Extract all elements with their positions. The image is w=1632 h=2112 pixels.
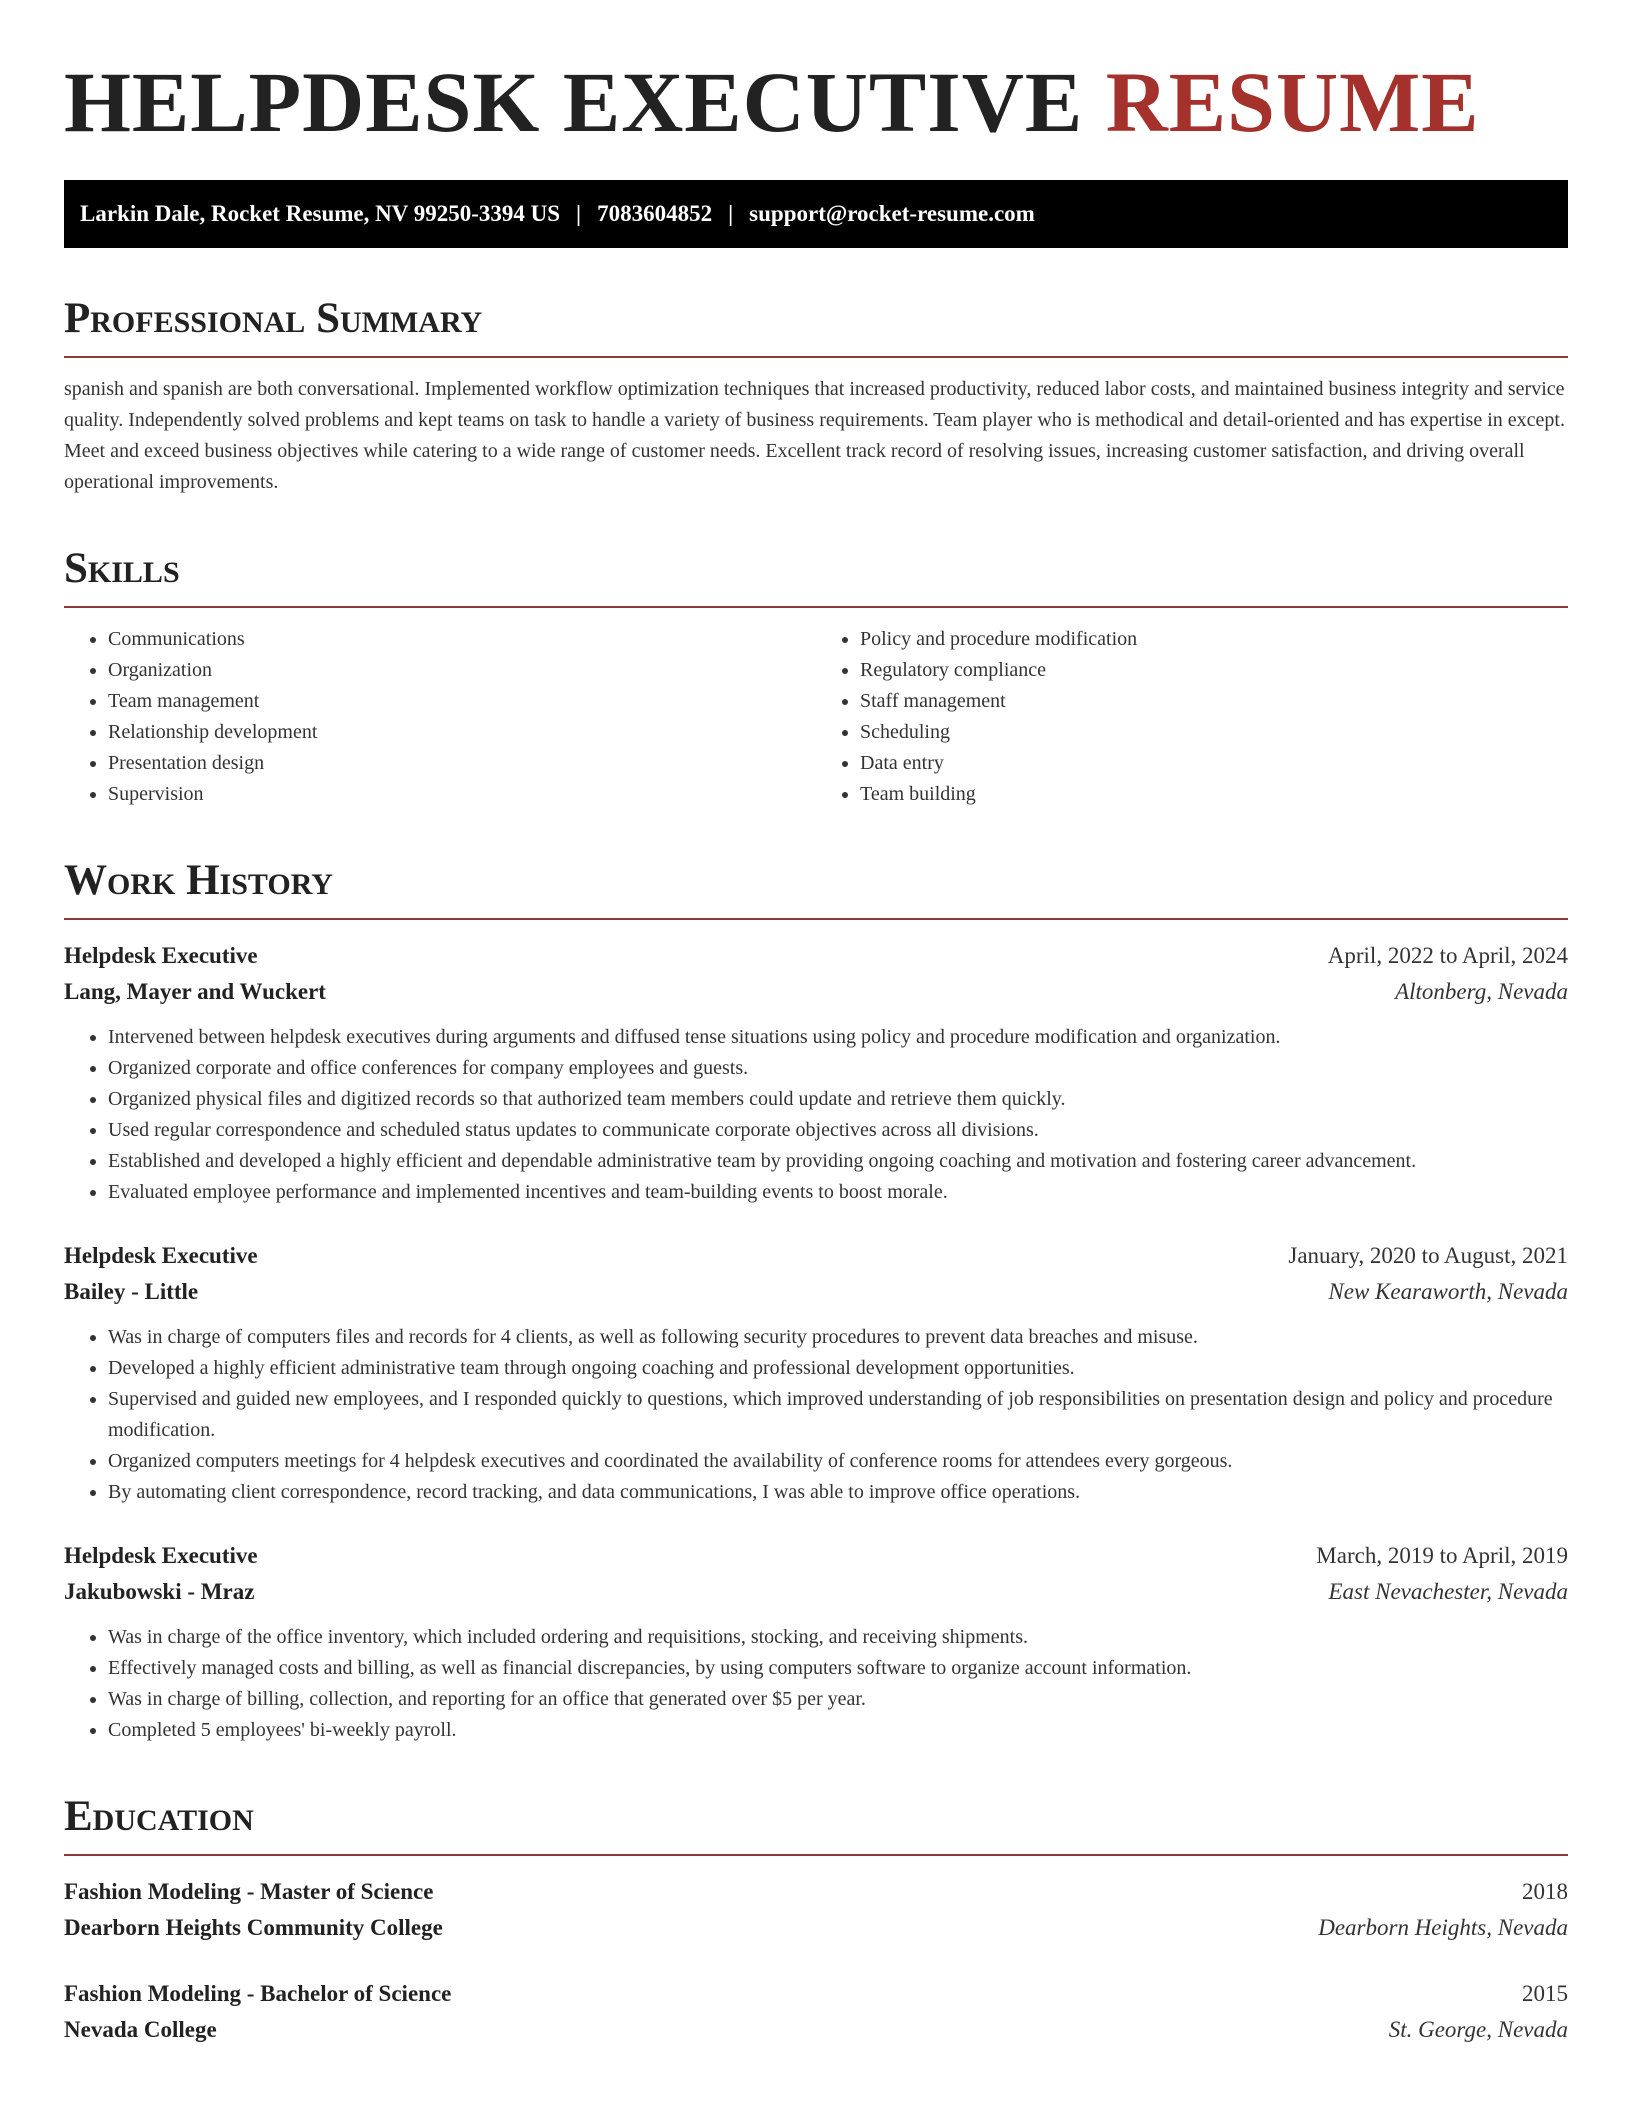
- education-entry: [64, 1874, 1568, 1946]
- title-accent: RESUME: [1105, 54, 1480, 150]
- job-entry: [64, 1238, 1568, 1508]
- education-degree-row: [64, 1874, 1568, 1910]
- skill-item: • Policy and procedure modification: [860, 624, 1568, 655]
- job-bullet: • Was in charge of the office inventory, which included ordering and requisitions, stocking, and receiving shipments.: [108, 1622, 1568, 1653]
- job-bullet: • Developed a highly efficient administrative team through ongoing coaching and professional development opportunities.: [108, 1353, 1568, 1384]
- job-location: Altonberg, Nevada: [1395, 979, 1568, 1004]
- contact-email: support@rocket-resume.com: [749, 201, 1035, 226]
- resume-title: [64, 52, 1568, 152]
- skills-column-left: [64, 624, 816, 810]
- education-location: Dearborn Heights, Nevada: [1318, 1915, 1568, 1940]
- skill-item: • Team management: [108, 686, 816, 717]
- skill-item: • Scheduling: [860, 717, 1568, 748]
- job-header-row: [64, 1538, 1568, 1574]
- job-company-row: [64, 1274, 1568, 1310]
- contact-separator: |: [728, 201, 734, 226]
- job-bullet: • Intervened between helpdesk executives during arguments and diffused tense situations using policy and procedure modification and organization.: [108, 1022, 1568, 1053]
- job-bullet: • Effectively managed costs and billing, as well as financial discrepancies, by using computers software to organize account information.: [108, 1653, 1568, 1684]
- skill-item: • Organization: [108, 655, 816, 686]
- contact-address: Larkin Dale, Rocket Resume, NV 99250-3394 US: [80, 201, 561, 226]
- job-dates: April, 2022 to April, 2024: [1327, 943, 1568, 968]
- job-title: Helpdesk Executive: [64, 943, 258, 968]
- job-bullet: • Organized corporate and office conferences for company employees and guests.: [108, 1053, 1568, 1084]
- job-location: East Nevachester, Nevada: [1328, 1579, 1568, 1604]
- education-year: 2015: [1522, 1981, 1568, 2006]
- skill-item: • Data entry: [860, 748, 1568, 779]
- education-year: 2018: [1522, 1879, 1568, 1904]
- job-title: Helpdesk Executive: [64, 1543, 258, 1568]
- skill-item: • Supervision: [108, 779, 816, 810]
- skill-item: • Relationship development: [108, 717, 816, 748]
- education-school-row: [64, 1910, 1568, 1946]
- job-company: Jakubowski - Mraz: [64, 1579, 255, 1604]
- work-history-heading: Work History: [64, 854, 1568, 920]
- education-location: St. George, Nevada: [1388, 2017, 1568, 2042]
- job-bullet: • Evaluated employee performance and implemented incentives and team-building events to boost morale.: [108, 1177, 1568, 1208]
- education-school: Dearborn Heights Community College: [64, 1915, 443, 1940]
- summary-text: spanish and spanish are both conversational. Implemented workflow optimization techniques that increased productivity, reduced labor costs, and maintained business integrity and service quality. Independently solved problems and kept teams on task to handle a variety of business requirements. Team player who is methodical and detail-oriented and has expertise in except. Meet and exceed business objectives while catering to a wide range of customer needs. Excellent track record of resolving issues, increasing customer satisfaction, and driving overall operational improvements.: [64, 378, 1565, 493]
- skills-heading: Skills: [64, 542, 1568, 608]
- job-dates: March, 2019 to April, 2019: [1316, 1543, 1568, 1568]
- job-header-row: [64, 938, 1568, 974]
- skills-column-right: [816, 624, 1568, 810]
- job-bullet: • Used regular correspondence and scheduled status updates to communicate corporate objectives across all divisions.: [108, 1115, 1568, 1146]
- job-header-row: [64, 1238, 1568, 1274]
- education-degree: Fashion Modeling - Bachelor of Science: [64, 1981, 452, 2006]
- job-company-row: [64, 1574, 1568, 1610]
- skill-item: • Communications: [108, 624, 816, 655]
- job-company: Bailey - Little: [64, 1279, 199, 1304]
- education-school: Nevada College: [64, 2017, 217, 2042]
- job-location: New Kearaworth, Nevada: [1328, 1279, 1568, 1304]
- skills-list: [64, 624, 1568, 810]
- education-entry: [64, 1976, 1568, 2048]
- title-main: HELPDESK EXECUTIVE: [64, 54, 1084, 150]
- contact-separator: |: [576, 201, 582, 226]
- job-bullet: • Organized computers meetings for 4 helpdesk executives and coordinated the availability of conference rooms for attendees every gorgeous.: [108, 1446, 1568, 1477]
- contact-phone: 7083604852: [597, 201, 713, 226]
- education-degree: Fashion Modeling - Master of Science: [64, 1879, 434, 1904]
- job-entry: [64, 938, 1568, 1208]
- job-title: Helpdesk Executive: [64, 1243, 258, 1268]
- skill-item: • Regulatory compliance: [860, 655, 1568, 686]
- education-school-row: [64, 2012, 1568, 2048]
- job-bullet: • Supervised and guided new employees, and I responded quickly to questions, which improved understanding of job responsibilities on presentation design and policy and procedure modification.: [108, 1384, 1568, 1446]
- job-entry: [64, 1538, 1568, 1746]
- job-bullets: [64, 1322, 1568, 1508]
- job-bullet: • By automating client correspondence, record tracking, and data communications, I was able to improve office operations.: [108, 1477, 1568, 1508]
- job-bullets: [64, 1622, 1568, 1746]
- job-bullet: • Was in charge of billing, collection, and reporting for an office that generated over $5 per year.: [108, 1684, 1568, 1715]
- job-bullets: [64, 1022, 1568, 1208]
- job-bullet: • Organized physical files and digitized records so that authorized team members could update and retrieve them quickly.: [108, 1084, 1568, 1115]
- contact-bar: [64, 180, 1568, 248]
- job-bullet: • Completed 5 employees' bi-weekly payroll.: [108, 1715, 1568, 1746]
- job-company-row: [64, 974, 1568, 1010]
- job-dates: January, 2020 to August, 2021: [1288, 1243, 1568, 1268]
- job-bullet: • Established and developed a highly efficient and dependable administrative team by providing ongoing coaching and motivation and fostering career advancement.: [108, 1146, 1568, 1177]
- skill-item: • Team building: [860, 779, 1568, 810]
- summary-heading: Professional Summary: [64, 292, 1568, 358]
- skill-item: • Staff management: [860, 686, 1568, 717]
- education-degree-row: [64, 1976, 1568, 2012]
- job-bullet: • Was in charge of computers files and records for 4 clients, as well as following security procedures to prevent data breaches and misuse.: [108, 1322, 1568, 1353]
- job-company: Lang, Mayer and Wuckert: [64, 979, 326, 1004]
- skill-item: • Presentation design: [108, 748, 816, 779]
- education-heading: Education: [64, 1790, 1568, 1856]
